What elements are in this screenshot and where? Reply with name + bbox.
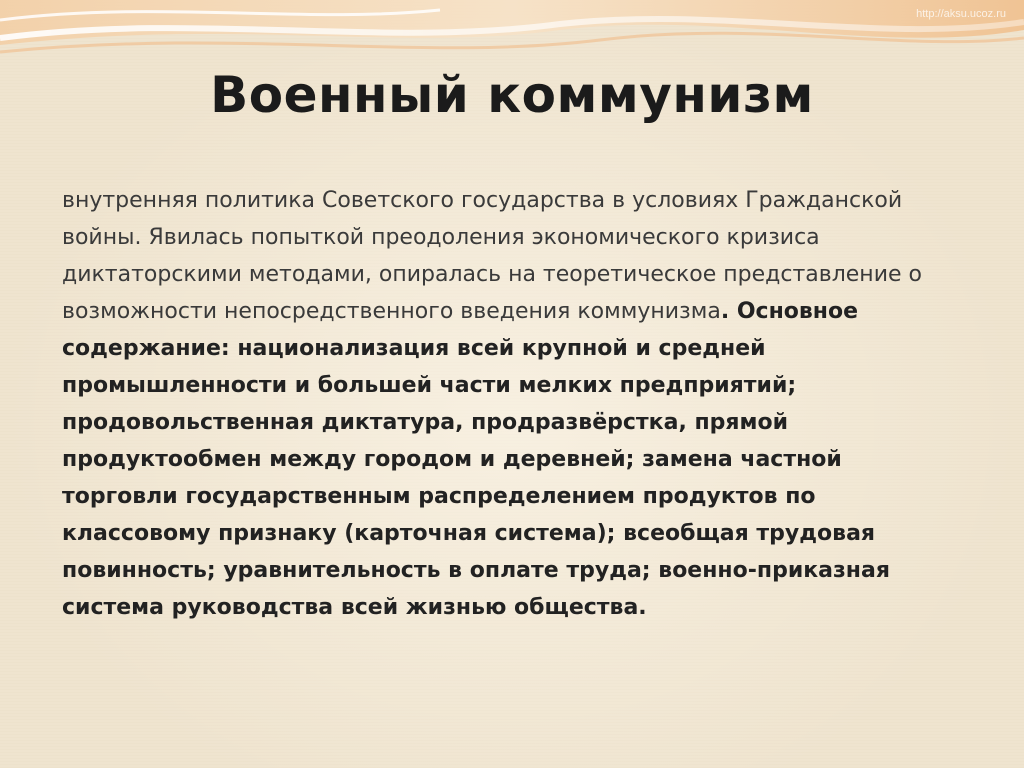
slide-title: Военный коммунизм [210,66,814,124]
body-intro-text: внутренняя политика Советского государства в условиях Гражданской войны. Явилась попыткой преодоления экономического кризиса диктаторскими методами, опиралась на теоретическое представление о возможности непосредственного введения коммунизма [62,188,922,324]
slide-body [62,182,962,626]
source-watermark: http://aksu.ucoz.ru [916,8,1006,20]
body-bold-text: . Основное содержание: национализация всей крупной и средней промышленности и большей части мелких предприятий; продовольственная диктатура, продразвёрстка, прямой продуктообмен между городом и деревней; замена частной торговли государственным распределением продуктов по классовому признаку (карточная система); всеобщая трудовая повинность; уравнительность в оплате труда; военно-приказная система руководства всей жизнью общества. [62,299,890,620]
